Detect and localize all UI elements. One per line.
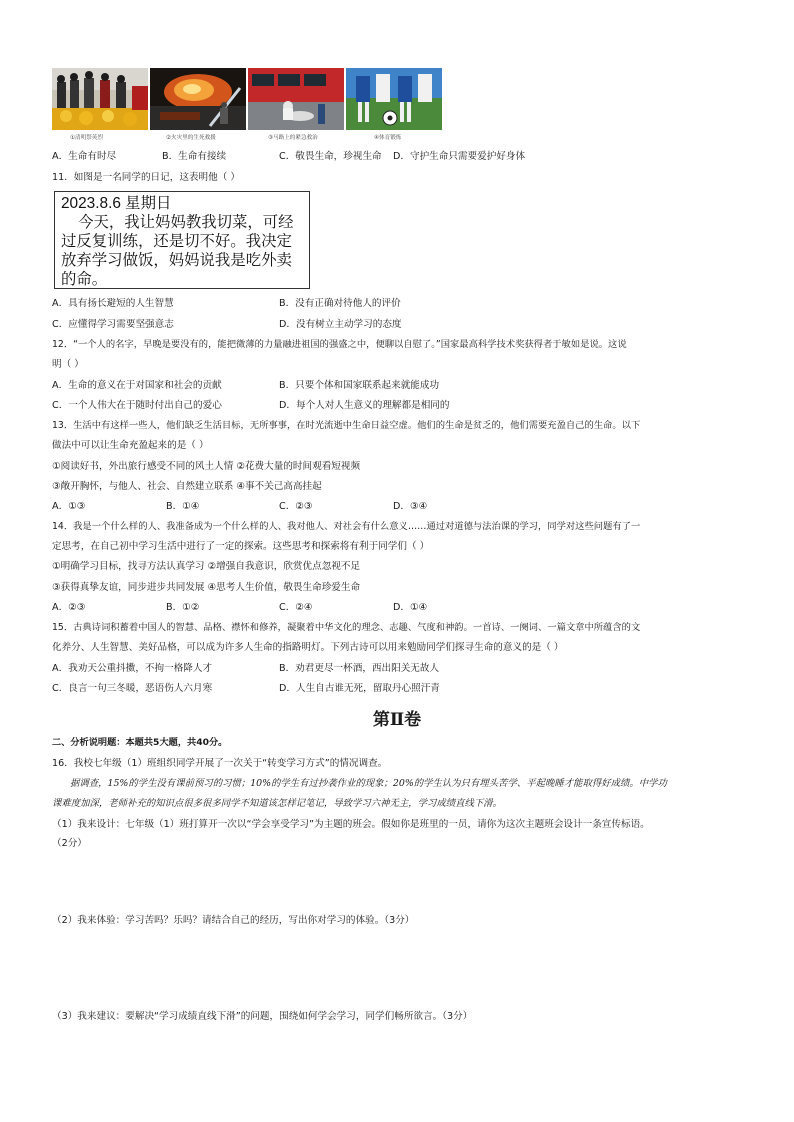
q12-option-b: B．只要个体和国家联系起来就能成功: [279, 380, 440, 391]
q15-option-c: C．良言一句三冬暖，恶语伤人六月寒: [52, 683, 213, 694]
q15-option-a: A．我劝天公重抖擞，不拘一格降人才: [52, 663, 213, 674]
diary-line: 过反复训练，还是切不好。我决定: [61, 233, 292, 250]
q14-option-b: B．①②: [166, 602, 200, 613]
caption-4: ④体育锻炼: [374, 135, 402, 141]
q16-sub1-line2: （2分）: [52, 838, 87, 849]
q13-stem-line2: 做法中可以让生命充盈起来的是（ ）: [52, 440, 209, 451]
q13-option-b: B．①④: [166, 501, 200, 512]
q11-option-b: B．没有正确对待他人的评价: [279, 298, 401, 309]
q14-option-a: A．②③: [52, 602, 86, 613]
q14-stem-line2: 定思考，在自己初中学习生活中进行了一定的探索。这些思考和探索将有利于同学们（ ）: [52, 541, 430, 552]
photo-fire-rescue: [150, 68, 246, 130]
survey-line2: 课难度加深，老师补充的知识点很多很多同学不知道该怎样记笔记，导致学习六神无主，学习成绩直线下滑。: [52, 798, 503, 809]
q16-sub1-line1: （1）我来设计：七年级（1）班打算开一次以“学会享受学习”为主题的班会。假如你是班里的一员，请你为这次主题班会设计一条宣传标语。: [52, 819, 650, 830]
photo-qingming: [52, 68, 148, 130]
photo-road-first-aid: [248, 68, 344, 130]
q13-stem-line1: 13．生活中有这样一些人，他们缺乏生活目标，无所事事，在时光流逝中生命日益空虚。他们的生命是贫乏的，他们需要充盈自己的生命。以下: [52, 420, 641, 431]
caption-2: ②火灾里的生死救援: [166, 135, 216, 141]
caption-3: ③马路上的紧急救治: [268, 135, 318, 141]
diary-date: 2023.8.6 星期日: [61, 195, 172, 212]
photo-sports: [346, 68, 442, 130]
q15-stem-line1: 15．古典诗词积蓄着中国人的智慧、品格、襟怀和修养，凝聚着中华文化的理念、志趣、气度和神韵。一首诗、一阕词、一篇文章中所蕴含的文: [52, 622, 641, 633]
q14-items-line1: ①明确学习目标，找寻方法认真学习 ②增强自我意识，欣赏优点忽视不足: [52, 561, 361, 572]
q13-items-line2: ③敞开胸怀，与他人、社会、自然建立联系 ④事不关己高高挂起: [52, 481, 322, 492]
q12-stem-line1: 12．“一个人的名字，早晚是要没有的，能把微薄的力量融进祖国的强盛之中，便聊以自慰了。”国家最高科学技术奖获得者于敏如是说。这说: [52, 339, 627, 350]
q12-option-a: A．生命的意义在于对国家和社会的贡献: [52, 380, 222, 391]
diary-box: [54, 191, 310, 289]
q11-option-c: C．应懂得学习需要坚强意志: [52, 319, 174, 330]
q14-option-d: D．①④: [393, 602, 428, 613]
part2-title: 第Ⅱ卷: [372, 710, 422, 730]
q13-option-d: D．③④: [393, 501, 428, 512]
q12-option-c: C．一个人伟大在于随时付出自己的爱心: [52, 400, 222, 411]
q16-stem: 16．我校七年级（1）班组织同学开展了一次关于“转变学习方式”的情况调查。: [52, 758, 388, 769]
q13-option-a: A．①③: [52, 501, 86, 512]
q15-stem-line2: 化养分、人生智慧、美好品格，可以成为许多人生命的指路明灯。下列古诗可以用来勉励同学们探寻生命的意义的是（ ）: [52, 642, 564, 653]
q15-option-b: B．劝君更尽一杯酒，西出阳关无故人: [279, 663, 440, 674]
q14-items-line2: ③获得真挚友谊，同步进步共同发展 ④思考人生价值，敬畏生命珍爱生命: [52, 582, 361, 593]
section-heading: 二、分析说明题：本题共5大题，共40分。: [52, 737, 228, 748]
diary-line: 今天，我让妈妈教我切菜，可经: [61, 214, 294, 231]
q16-sub2: （2）我来体验：学习苦吗？乐吗？请结合自己的经历，写出你对学习的体验。（3分）: [52, 915, 415, 926]
diary-line: 的命。: [61, 271, 108, 288]
q12-option-d: D．每个人对人生意义的理解都是相同的: [279, 400, 450, 411]
q13-option-c: C．②③: [279, 501, 313, 512]
q12-stem-line2: 明（ ）: [52, 359, 84, 370]
q10-option-d: D．守护生命只需要爱护好身体: [393, 151, 526, 162]
q10-option-a: A．生命有时尽: [52, 151, 117, 162]
q14-option-c: C．②④: [279, 602, 313, 613]
q10-option-b: B．生命有接续: [162, 151, 227, 162]
caption-1: ①清明祭英烈: [70, 135, 103, 141]
survey-line1: 据调查，15%的学生没有课前预习的习惯；10%的学生有过抄袭作业的现象；20%的学生认为只有埋头苦学、平起晚睡才能取得好成绩。中学功: [70, 778, 667, 789]
q11-option-a: A．具有扬长避短的人生智慧: [52, 298, 174, 309]
q11-stem: 11．如图是一名同学的日记，这表明他（ ）: [52, 172, 240, 183]
diary-line: 放弃学习做饭，妈妈说我是吃外卖: [61, 252, 292, 269]
q13-items-line1: ①阅读好书，外出旅行感受不同的风土人情 ②花费大量的时间观看短视频: [52, 461, 361, 472]
q11-option-d: D．没有树立主动学习的态度: [279, 319, 402, 330]
q15-option-d: D．人生自古谁无死，留取丹心照汗青: [279, 683, 440, 694]
q14-stem-line1: 14．我是一个什么样的人、我准备成为一个什么样的人、我对他人、对社会有什么意义……通过对道德与法治课的学习，同学对这些问题有了一: [52, 521, 641, 532]
q10-option-c: C．敬畏生命，珍视生命: [279, 151, 382, 162]
q16-sub3: （3）我来建议：要解决“学习成绩直线下滑”的问题，围绕如何学会学习，同学们畅所欲言。（3分）: [52, 1011, 473, 1022]
